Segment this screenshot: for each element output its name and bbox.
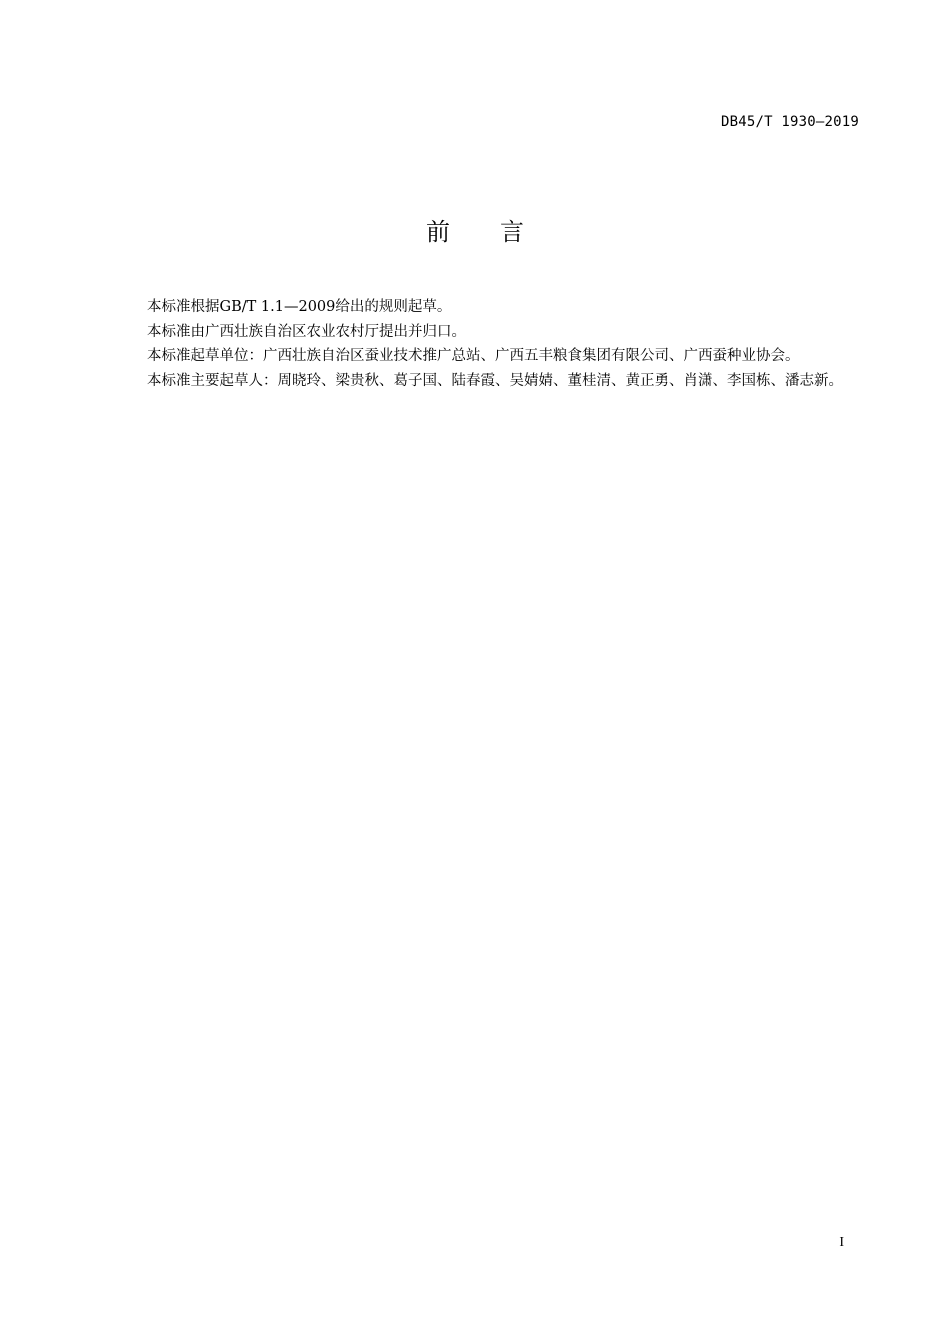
paragraph-drafting-units: 本标准起草单位：广西壮族自治区蚕业技术推广总站、广西五丰粮食集团有限公司、广西蚕种业协会。: [147, 348, 800, 364]
foreword-body: [114, 295, 860, 393]
paragraph-drafting-rules: 本标准根据GB/T 1.1—2009给出的规则起草。: [147, 299, 452, 315]
page-title: [0, 212, 950, 247]
standard-number: DB45/T 1930—2019: [720, 114, 859, 130]
page-title-char-2: 言: [500, 218, 524, 246]
paragraph-proposer: 本标准由广西壮族自治区农业农村厅提出并归口。: [147, 323, 466, 340]
page-title-char-1: 前: [426, 218, 450, 246]
page-number: I: [839, 1235, 844, 1250]
paragraph-drafters: 本标准主要起草人：周晓玲、梁贵秋、葛子国、陆春霞、吴婧婧、董桂清、黄正勇、肖潇、李国栋、潘志新。: [147, 372, 843, 389]
